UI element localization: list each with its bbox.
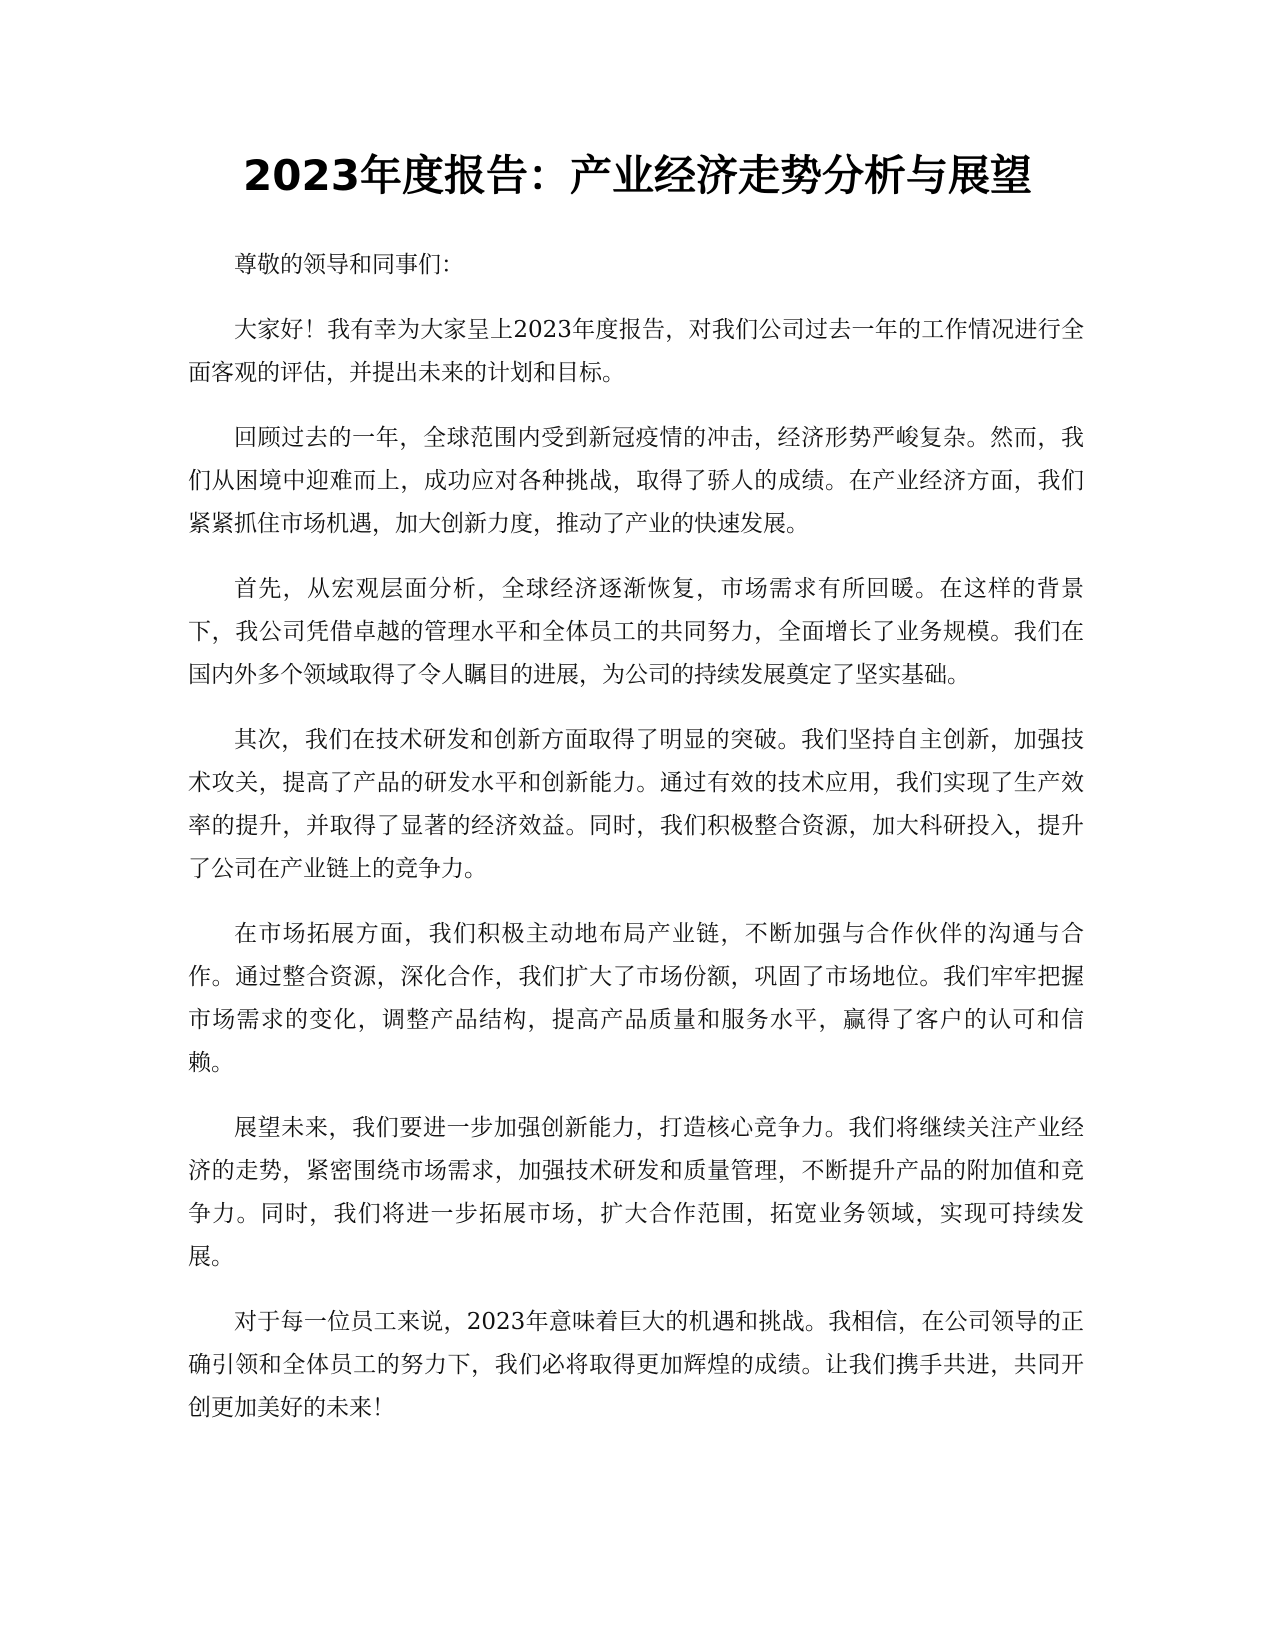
document-title: 2023年度报告：产业经济走势分析与展望	[243, 151, 1032, 200]
paragraph-closing: 对于每一位员工来说，2023年意味着巨大的机遇和挑战。我相信，在公司领导的正确引领和全体员工的努力下，我们必将取得更加辉煌的成绩。让我们携手共进，共同开创更加美好的未来！	[188, 1309, 1084, 1421]
paragraph-greeting: 大家好！我有幸为大家呈上2023年度报告，对我们公司过去一年的工作情况进行全面客观的评估，并提出未来的计划和目标。	[188, 317, 1084, 386]
paragraph-macro-analysis: 首先，从宏观层面分析，全球经济逐渐恢复，市场需求有所回暖。在这样的背景下，我公司凭借卓越的管理水平和全体员工的共同努力，全面增长了业务规模。我们在国内外多个领域取得了令人瞩目的进展，为公司的持续发展奠定了坚实基础。	[188, 576, 1084, 688]
document-body	[188, 244, 1084, 1430]
paragraph-outlook: 展望未来，我们要进一步加强创新能力，打造核心竞争力。我们将继续关注产业经济的走势，紧密围绕市场需求，加强技术研发和质量管理，不断提升产品的附加值和竞争力。同时，我们将进一步拓展市场，扩大合作范围，拓宽业务领域，实现可持续发展。	[188, 1115, 1084, 1270]
paragraph-salutation: 尊敬的领导和同事们：	[234, 252, 464, 278]
paragraph-market-expansion: 在市场拓展方面，我们积极主动地布局产业链，不断加强与合作伙伴的沟通与合作。通过整合资源，深化合作，我们扩大了市场份额，巩固了市场地位。我们牢牢把握市场需求的变化，调整产品结构，提高产品质量和服务水平，赢得了客户的认可和信赖。	[188, 921, 1084, 1076]
paragraph-review: 回顾过去的一年，全球范围内受到新冠疫情的冲击，经济形势严峻复杂。然而，我们从困境中迎难而上，成功应对各种挑战，取得了骄人的成绩。在产业经济方面，我们紧紧抓住市场机遇，加大创新力度，推动了产业的快速发展。	[188, 425, 1084, 537]
paragraph-technology: 其次，我们在技术研发和创新方面取得了明显的突破。我们坚持自主创新，加强技术攻关，提高了产品的研发水平和创新能力。通过有效的技术应用，我们实现了生产效率的提升，并取得了显著的经济效益。同时，我们积极整合资源，加大科研投入，提升了公司在产业链上的竞争力。	[188, 727, 1084, 882]
